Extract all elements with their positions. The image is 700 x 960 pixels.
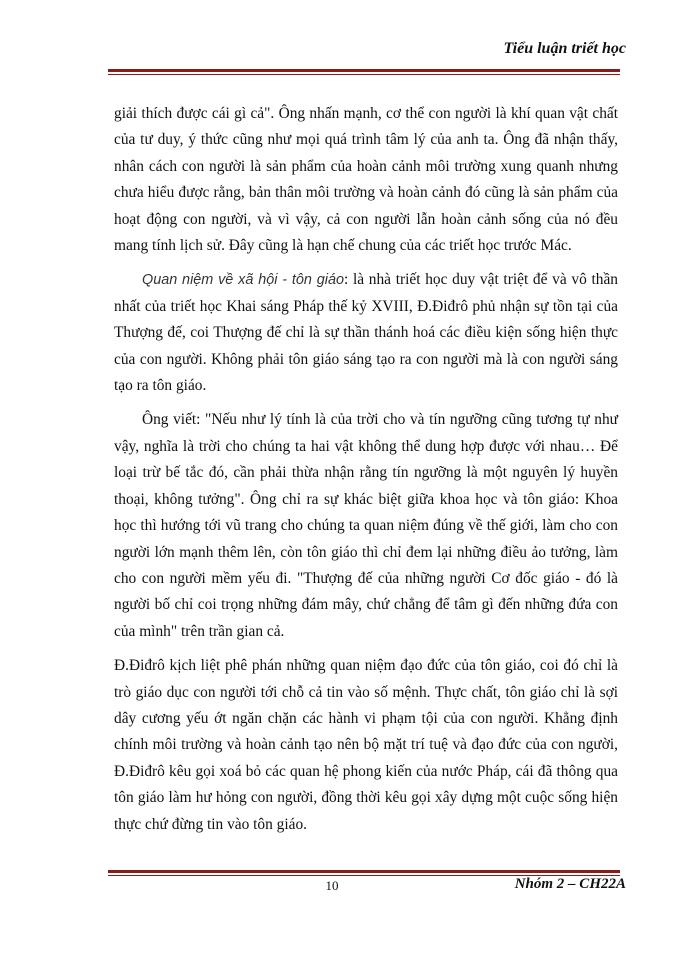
header-rule-thick-line	[108, 69, 620, 72]
paragraph-religion-society	[114, 267, 618, 399]
header-rule	[108, 69, 620, 75]
footer-group-label: Nhóm 2 – CH22A	[514, 876, 626, 892]
header-rule-thin-line	[108, 74, 620, 75]
paragraph-term-heading: Quan niệm về xã hội - tôn giáo	[142, 272, 344, 289]
paragraph-critique: Đ.Điđrô kịch liệt phê phán những quan niệm đạo đức của tôn giáo, coi đó chỉ là trò giáo dục con người tới chỗ cả tin vào số mệnh. Thực chất, tôn giáo chỉ là sợi dây cương yếu ớt ngăn chặn các hành vi phạm tội của con người. Khẳng định chính môi trường và hoàn cảnh tạo nên bộ mặt trí tuệ và đạo đức của con người, Đ.Điđrô kêu gọi xoá bỏ các quan hệ phong kiến của nước Pháp, cái đã thông qua tôn giáo làm hư hỏng con người, đồng thời kêu gọi xây dựng một cuộc sống hiện thực chứ đừng tin vào tôn giáo.	[114, 657, 618, 833]
paragraph-body-text: : là nhà triết học duy vật triệt để và vô thần nhất của triết học Khai sáng Pháp thế kỷ XVIII, Đ.Điđrô phủ nhận sự tồn tại của Thượng đế, coi Thượng đế chỉ là sự thần thánh hoá các điều kiện sống hiện thực của con người. Không phải tôn giáo sáng tạo ra con người mà là con người sáng tạo ra tôn giáo.	[114, 271, 618, 395]
page-body	[114, 101, 618, 846]
page-number: 10	[325, 878, 339, 893]
paragraph-continuation: giải thích được cái gì cả". Ông nhấn mạnh, cơ thể con người là khí quan vật chất của tư duy, ý thức cũng như mọi quá trình tâm lý của anh ta. Ông đã nhận thấy, nhân cách con người là sản phẩm của hoàn cảnh môi trường xung quanh nhưng chưa hiểu được rằng, bản thân môi trường và hoàn cảnh đó cũng là sản phẩm của hoạt động con người, và vì vậy, cả con người lẫn hoàn cảnh sống của nó đều mang tính lịch sử. Đây cũng là hạn chế chung của các triết học trước Mác.	[114, 105, 618, 255]
footer-rule-thick-line	[108, 870, 620, 873]
document-header-title: Tiểu luận triết học	[503, 40, 626, 57]
paragraph-quote: Ông viết: "Nếu như lý tính là của trời cho và tín ngưỡng cũng tương tự như vậy, nghĩa là trời cho chúng ta hai vật không thể dung hợp được với nhau… Để loại trừ bế tắc đó, cần phải thừa nhận rằng tín ngưỡng là một nguyên lý huyền thoại, không tưởng". Ông chỉ ra sự khác biệt giữa khoa học và tôn giáo: Khoa học thì hướng tới vũ trang cho chúng ta quan niệm đúng về thế giới, làm cho con người lớn mạnh thêm lên, còn tôn giáo thì chỉ đem lại những điều ảo tưởng, làm cho con người mềm yếu đi. "Thượng đế của những người Cơ đốc giáo - đó là người bố chỉ coi trọng những đám mây, chứ chẳng để tâm gì đến những đứa con của mình" trên trần gian cả.	[114, 411, 618, 640]
